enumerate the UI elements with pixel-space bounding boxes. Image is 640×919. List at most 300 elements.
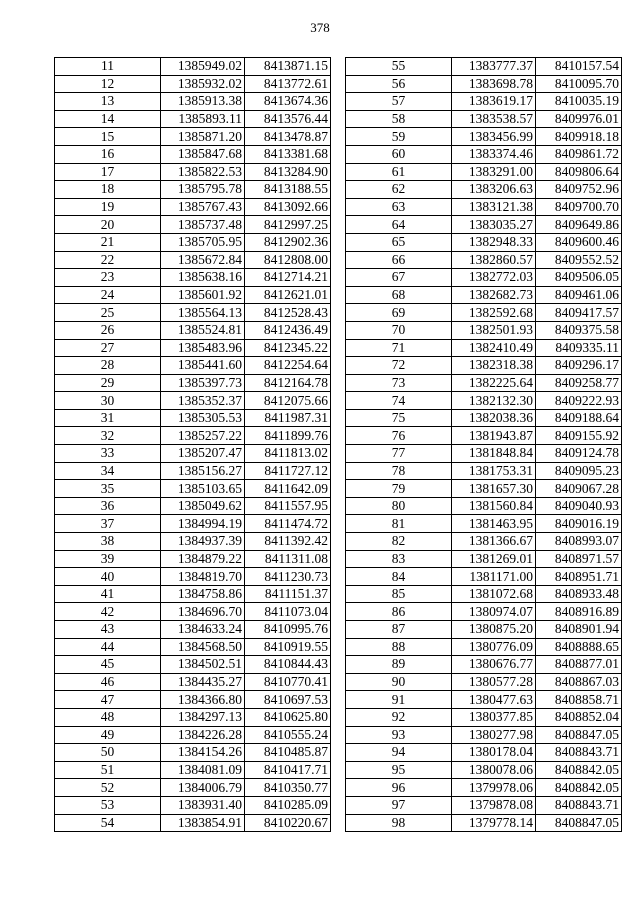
x-coordinate-cell: 1384297.13 (161, 708, 245, 726)
x-coordinate-cell: 1384006.79 (161, 779, 245, 797)
table-row (55, 145, 331, 163)
y-coordinate-cell: 8411311.08 (245, 550, 331, 568)
y-coordinate-cell: 8408843.71 (536, 796, 622, 814)
point-number-cell: 28 (55, 357, 161, 375)
x-coordinate-cell: 1382860.57 (452, 251, 536, 269)
y-coordinate-cell: 8408842.05 (536, 761, 622, 779)
x-coordinate-cell: 1383619.17 (452, 93, 536, 111)
table-row (55, 181, 331, 199)
x-coordinate-cell: 1383035.27 (452, 216, 536, 234)
table-row (346, 761, 622, 779)
x-coordinate-cell: 1380178.04 (452, 744, 536, 762)
table-row (55, 761, 331, 779)
x-coordinate-cell: 1382948.33 (452, 233, 536, 251)
x-coordinate-cell: 1385795.78 (161, 181, 245, 199)
table-row (346, 726, 622, 744)
point-number-cell: 73 (346, 374, 452, 392)
y-coordinate-cell: 8412436.49 (245, 321, 331, 339)
y-coordinate-cell: 8410919.55 (245, 638, 331, 656)
point-number-cell: 62 (346, 181, 452, 199)
x-coordinate-cell: 1384633.24 (161, 621, 245, 639)
point-number-cell: 66 (346, 251, 452, 269)
table-row (346, 93, 622, 111)
point-number-cell: 98 (346, 814, 452, 832)
x-coordinate-cell: 1383121.38 (452, 198, 536, 216)
point-number-cell: 21 (55, 233, 161, 251)
table-row (55, 75, 331, 93)
x-coordinate-cell: 1382318.38 (452, 357, 536, 375)
table-row (346, 321, 622, 339)
x-coordinate-cell: 1385822.53 (161, 163, 245, 181)
point-number-cell: 25 (55, 304, 161, 322)
y-coordinate-cell: 8411073.04 (245, 603, 331, 621)
point-number-cell: 43 (55, 621, 161, 639)
y-coordinate-cell: 8410770.41 (245, 673, 331, 691)
y-coordinate-cell: 8412075.66 (245, 392, 331, 410)
y-coordinate-cell: 8413188.55 (245, 181, 331, 199)
x-coordinate-cell: 1385352.37 (161, 392, 245, 410)
point-number-cell: 84 (346, 568, 452, 586)
point-number-cell: 54 (55, 814, 161, 832)
point-number-cell: 14 (55, 110, 161, 128)
point-number-cell: 39 (55, 550, 161, 568)
x-coordinate-cell: 1381463.95 (452, 515, 536, 533)
point-number-cell: 64 (346, 216, 452, 234)
table-row (55, 216, 331, 234)
x-coordinate-cell: 1381848.84 (452, 445, 536, 463)
y-coordinate-cell: 8408971.57 (536, 550, 622, 568)
x-coordinate-cell: 1382682.73 (452, 286, 536, 304)
x-coordinate-cell: 1385893.11 (161, 110, 245, 128)
x-coordinate-cell: 1385156.27 (161, 462, 245, 480)
x-coordinate-cell: 1380377.85 (452, 708, 536, 726)
x-coordinate-cell: 1385672.84 (161, 251, 245, 269)
table-row (55, 321, 331, 339)
y-coordinate-cell: 8408888.65 (536, 638, 622, 656)
x-coordinate-cell: 1382225.64 (452, 374, 536, 392)
table-row (55, 392, 331, 410)
y-coordinate-cell: 8409067.28 (536, 480, 622, 498)
point-number-cell: 86 (346, 603, 452, 621)
table-row (346, 445, 622, 463)
page-number: 378 (310, 20, 330, 35)
y-coordinate-cell: 8409222.93 (536, 392, 622, 410)
point-number-cell: 22 (55, 251, 161, 269)
table-row (346, 269, 622, 287)
x-coordinate-cell: 1383456.99 (452, 128, 536, 146)
point-number-cell: 97 (346, 796, 452, 814)
table-row (55, 744, 331, 762)
table-row (346, 621, 622, 639)
y-coordinate-cell: 8409258.77 (536, 374, 622, 392)
table-row (346, 744, 622, 762)
coordinates-table-right (345, 57, 622, 832)
point-number-cell: 40 (55, 568, 161, 586)
table-row (346, 638, 622, 656)
x-coordinate-cell: 1381366.67 (452, 533, 536, 551)
point-number-cell: 45 (55, 656, 161, 674)
x-coordinate-cell: 1384435.27 (161, 673, 245, 691)
point-number-cell: 15 (55, 128, 161, 146)
point-number-cell: 41 (55, 585, 161, 603)
x-coordinate-cell: 1381560.84 (452, 497, 536, 515)
table-row (346, 163, 622, 181)
y-coordinate-cell: 8413871.15 (245, 58, 331, 76)
y-coordinate-cell: 8410350.77 (245, 779, 331, 797)
y-coordinate-cell: 8410844.43 (245, 656, 331, 674)
x-coordinate-cell: 1385601.92 (161, 286, 245, 304)
table-row (55, 304, 331, 322)
x-coordinate-cell: 1384994.19 (161, 515, 245, 533)
x-coordinate-cell: 1380078.06 (452, 761, 536, 779)
y-coordinate-cell: 8408867.03 (536, 673, 622, 691)
table-row (346, 145, 622, 163)
y-coordinate-cell: 8408993.07 (536, 533, 622, 551)
table-row (346, 656, 622, 674)
y-coordinate-cell: 8409124.78 (536, 445, 622, 463)
point-number-cell: 71 (346, 339, 452, 357)
table-row (55, 339, 331, 357)
x-coordinate-cell: 1379978.06 (452, 779, 536, 797)
point-number-cell: 44 (55, 638, 161, 656)
y-coordinate-cell: 8408916.89 (536, 603, 622, 621)
y-coordinate-cell: 8409417.57 (536, 304, 622, 322)
point-number-cell: 60 (346, 145, 452, 163)
y-coordinate-cell: 8410095.70 (536, 75, 622, 93)
point-number-cell: 58 (346, 110, 452, 128)
x-coordinate-cell: 1383291.00 (452, 163, 536, 181)
y-coordinate-cell: 8411642.09 (245, 480, 331, 498)
table-row (346, 110, 622, 128)
y-coordinate-cell: 8408951.71 (536, 568, 622, 586)
table-row (55, 603, 331, 621)
y-coordinate-cell: 8410485.87 (245, 744, 331, 762)
point-number-cell: 78 (346, 462, 452, 480)
table-row (55, 726, 331, 744)
y-coordinate-cell: 8409506.05 (536, 269, 622, 287)
table-row (346, 304, 622, 322)
x-coordinate-cell: 1380776.09 (452, 638, 536, 656)
point-number-cell: 46 (55, 673, 161, 691)
table-row (55, 374, 331, 392)
x-coordinate-cell: 1384226.28 (161, 726, 245, 744)
point-number-cell: 94 (346, 744, 452, 762)
table-row (346, 75, 622, 93)
point-number-cell: 47 (55, 691, 161, 709)
point-number-cell: 33 (55, 445, 161, 463)
y-coordinate-cell: 8412997.25 (245, 216, 331, 234)
table-row (55, 357, 331, 375)
x-coordinate-cell: 1380477.63 (452, 691, 536, 709)
point-number-cell: 76 (346, 427, 452, 445)
x-coordinate-cell: 1383931.40 (161, 796, 245, 814)
table-row (346, 585, 622, 603)
x-coordinate-cell: 1385483.96 (161, 339, 245, 357)
y-coordinate-cell: 8409752.96 (536, 181, 622, 199)
y-coordinate-cell: 8411987.31 (245, 409, 331, 427)
table-row (346, 374, 622, 392)
x-coordinate-cell: 1382772.03 (452, 269, 536, 287)
x-coordinate-cell: 1385871.20 (161, 128, 245, 146)
point-number-cell: 77 (346, 445, 452, 463)
table-row (55, 621, 331, 639)
x-coordinate-cell: 1384568.50 (161, 638, 245, 656)
x-coordinate-cell: 1380277.98 (452, 726, 536, 744)
x-coordinate-cell: 1383698.78 (452, 75, 536, 93)
table-row (346, 603, 622, 621)
y-coordinate-cell: 8413381.68 (245, 145, 331, 163)
point-number-cell: 26 (55, 321, 161, 339)
table-row (55, 796, 331, 814)
table-row (346, 691, 622, 709)
table-row (346, 392, 622, 410)
y-coordinate-cell: 8410555.24 (245, 726, 331, 744)
table-row (346, 357, 622, 375)
x-coordinate-cell: 1385847.68 (161, 145, 245, 163)
table-row (346, 462, 622, 480)
x-coordinate-cell: 1382410.49 (452, 339, 536, 357)
table-row (346, 233, 622, 251)
y-coordinate-cell: 8409040.93 (536, 497, 622, 515)
y-coordinate-cell: 8408933.48 (536, 585, 622, 603)
table-row (55, 58, 331, 76)
y-coordinate-cell: 8413092.66 (245, 198, 331, 216)
x-coordinate-cell: 1380875.20 (452, 621, 536, 639)
y-coordinate-cell: 8409016.19 (536, 515, 622, 533)
x-coordinate-cell: 1385913.38 (161, 93, 245, 111)
y-coordinate-cell: 8412345.22 (245, 339, 331, 357)
point-number-cell: 17 (55, 163, 161, 181)
y-coordinate-cell: 8408852.04 (536, 708, 622, 726)
table-row (346, 673, 622, 691)
table-row (55, 462, 331, 480)
point-number-cell: 67 (346, 269, 452, 287)
point-number-cell: 90 (346, 673, 452, 691)
x-coordinate-cell: 1381072.68 (452, 585, 536, 603)
y-coordinate-cell: 8412164.78 (245, 374, 331, 392)
x-coordinate-cell: 1384081.09 (161, 761, 245, 779)
x-coordinate-cell: 1385049.62 (161, 497, 245, 515)
table-row (55, 128, 331, 146)
table-row (55, 515, 331, 533)
point-number-cell: 20 (55, 216, 161, 234)
y-coordinate-cell: 8411474.72 (245, 515, 331, 533)
table-row (55, 656, 331, 674)
point-number-cell: 31 (55, 409, 161, 427)
x-coordinate-cell: 1384366.80 (161, 691, 245, 709)
x-coordinate-cell: 1383538.57 (452, 110, 536, 128)
table-row (346, 216, 622, 234)
y-coordinate-cell: 8411899.76 (245, 427, 331, 445)
point-number-cell: 87 (346, 621, 452, 639)
x-coordinate-cell: 1385564.13 (161, 304, 245, 322)
table-row (55, 673, 331, 691)
y-coordinate-cell: 8409918.18 (536, 128, 622, 146)
x-coordinate-cell: 1385638.16 (161, 269, 245, 287)
point-number-cell: 81 (346, 515, 452, 533)
point-number-cell: 16 (55, 145, 161, 163)
point-number-cell: 70 (346, 321, 452, 339)
point-number-cell: 93 (346, 726, 452, 744)
x-coordinate-cell: 1385305.53 (161, 409, 245, 427)
x-coordinate-cell: 1385524.81 (161, 321, 245, 339)
x-coordinate-cell: 1380577.28 (452, 673, 536, 691)
point-number-cell: 91 (346, 691, 452, 709)
point-number-cell: 51 (55, 761, 161, 779)
table-row (55, 568, 331, 586)
table-row (55, 110, 331, 128)
x-coordinate-cell: 1384819.70 (161, 568, 245, 586)
y-coordinate-cell: 8409700.70 (536, 198, 622, 216)
x-coordinate-cell: 1381171.00 (452, 568, 536, 586)
point-number-cell: 96 (346, 779, 452, 797)
table-row (346, 533, 622, 551)
point-number-cell: 38 (55, 533, 161, 551)
x-coordinate-cell: 1384879.22 (161, 550, 245, 568)
y-coordinate-cell: 8410157.54 (536, 58, 622, 76)
table-row (346, 779, 622, 797)
y-coordinate-cell: 8408842.05 (536, 779, 622, 797)
table-row (55, 814, 331, 832)
x-coordinate-cell: 1385397.73 (161, 374, 245, 392)
y-coordinate-cell: 8409600.46 (536, 233, 622, 251)
table-row (55, 286, 331, 304)
point-number-cell: 32 (55, 427, 161, 445)
point-number-cell: 27 (55, 339, 161, 357)
table-row (55, 497, 331, 515)
x-coordinate-cell: 1382038.36 (452, 409, 536, 427)
x-coordinate-cell: 1385932.02 (161, 75, 245, 93)
y-coordinate-cell: 8413674.36 (245, 93, 331, 111)
table-row (55, 409, 331, 427)
table-row (55, 779, 331, 797)
y-coordinate-cell: 8411813.02 (245, 445, 331, 463)
point-number-cell: 92 (346, 708, 452, 726)
y-coordinate-cell: 8411557.95 (245, 497, 331, 515)
coordinates-table-left (54, 57, 331, 832)
y-coordinate-cell: 8411727.12 (245, 462, 331, 480)
y-coordinate-cell: 8410285.09 (245, 796, 331, 814)
table-row (346, 58, 622, 76)
table-row (346, 251, 622, 269)
point-number-cell: 57 (346, 93, 452, 111)
table-row (346, 480, 622, 498)
point-number-cell: 68 (346, 286, 452, 304)
x-coordinate-cell: 1384696.70 (161, 603, 245, 621)
point-number-cell: 56 (346, 75, 452, 93)
point-number-cell: 37 (55, 515, 161, 533)
table-row (55, 708, 331, 726)
x-coordinate-cell: 1383854.91 (161, 814, 245, 832)
y-coordinate-cell: 8408858.71 (536, 691, 622, 709)
table-row (346, 708, 622, 726)
point-number-cell: 24 (55, 286, 161, 304)
x-coordinate-cell: 1381753.31 (452, 462, 536, 480)
y-coordinate-cell: 8409335.11 (536, 339, 622, 357)
point-number-cell: 12 (55, 75, 161, 93)
table-row (55, 691, 331, 709)
point-number-cell: 80 (346, 497, 452, 515)
point-number-cell: 30 (55, 392, 161, 410)
x-coordinate-cell: 1381657.30 (452, 480, 536, 498)
table-row (346, 128, 622, 146)
point-number-cell: 36 (55, 497, 161, 515)
point-number-cell: 74 (346, 392, 452, 410)
y-coordinate-cell: 8410220.67 (245, 814, 331, 832)
table-row (55, 93, 331, 111)
point-number-cell: 88 (346, 638, 452, 656)
table-row (346, 515, 622, 533)
x-coordinate-cell: 1383206.63 (452, 181, 536, 199)
table-row (346, 427, 622, 445)
y-coordinate-cell: 8409649.86 (536, 216, 622, 234)
table-row (55, 550, 331, 568)
point-number-cell: 89 (346, 656, 452, 674)
x-coordinate-cell: 1385949.02 (161, 58, 245, 76)
y-coordinate-cell: 8408847.05 (536, 726, 622, 744)
y-coordinate-cell: 8409095.23 (536, 462, 622, 480)
x-coordinate-cell: 1379878.08 (452, 796, 536, 814)
x-coordinate-cell: 1380974.07 (452, 603, 536, 621)
table-row (55, 585, 331, 603)
y-coordinate-cell: 8408847.05 (536, 814, 622, 832)
y-coordinate-cell: 8412621.01 (245, 286, 331, 304)
y-coordinate-cell: 8412902.36 (245, 233, 331, 251)
y-coordinate-cell: 8413772.61 (245, 75, 331, 93)
table-row (55, 251, 331, 269)
y-coordinate-cell: 8408877.01 (536, 656, 622, 674)
point-number-cell: 53 (55, 796, 161, 814)
y-coordinate-cell: 8412528.43 (245, 304, 331, 322)
point-number-cell: 72 (346, 357, 452, 375)
y-coordinate-cell: 8409188.64 (536, 409, 622, 427)
x-coordinate-cell: 1384937.39 (161, 533, 245, 551)
table-row (346, 339, 622, 357)
y-coordinate-cell: 8409155.92 (536, 427, 622, 445)
table-row (55, 233, 331, 251)
x-coordinate-cell: 1379778.14 (452, 814, 536, 832)
y-coordinate-cell: 8408901.94 (536, 621, 622, 639)
y-coordinate-cell: 8411230.73 (245, 568, 331, 586)
table-row (346, 198, 622, 216)
x-coordinate-cell: 1383374.46 (452, 145, 536, 163)
table-row (346, 497, 622, 515)
y-coordinate-cell: 8409552.52 (536, 251, 622, 269)
point-number-cell: 63 (346, 198, 452, 216)
point-number-cell: 69 (346, 304, 452, 322)
y-coordinate-cell: 8410697.53 (245, 691, 331, 709)
y-coordinate-cell: 8412714.21 (245, 269, 331, 287)
x-coordinate-cell: 1385207.47 (161, 445, 245, 463)
table-row (346, 796, 622, 814)
x-coordinate-cell: 1384502.51 (161, 656, 245, 674)
table-row (346, 286, 622, 304)
table-row (346, 409, 622, 427)
table-row (55, 198, 331, 216)
x-coordinate-cell: 1385103.65 (161, 480, 245, 498)
point-number-cell: 23 (55, 269, 161, 287)
x-coordinate-cell: 1385767.43 (161, 198, 245, 216)
x-coordinate-cell: 1385257.22 (161, 427, 245, 445)
y-coordinate-cell: 8409861.72 (536, 145, 622, 163)
point-number-cell: 83 (346, 550, 452, 568)
table-row (55, 427, 331, 445)
y-coordinate-cell: 8409296.17 (536, 357, 622, 375)
y-coordinate-cell: 8413576.44 (245, 110, 331, 128)
point-number-cell: 65 (346, 233, 452, 251)
table-row (55, 480, 331, 498)
x-coordinate-cell: 1381269.01 (452, 550, 536, 568)
